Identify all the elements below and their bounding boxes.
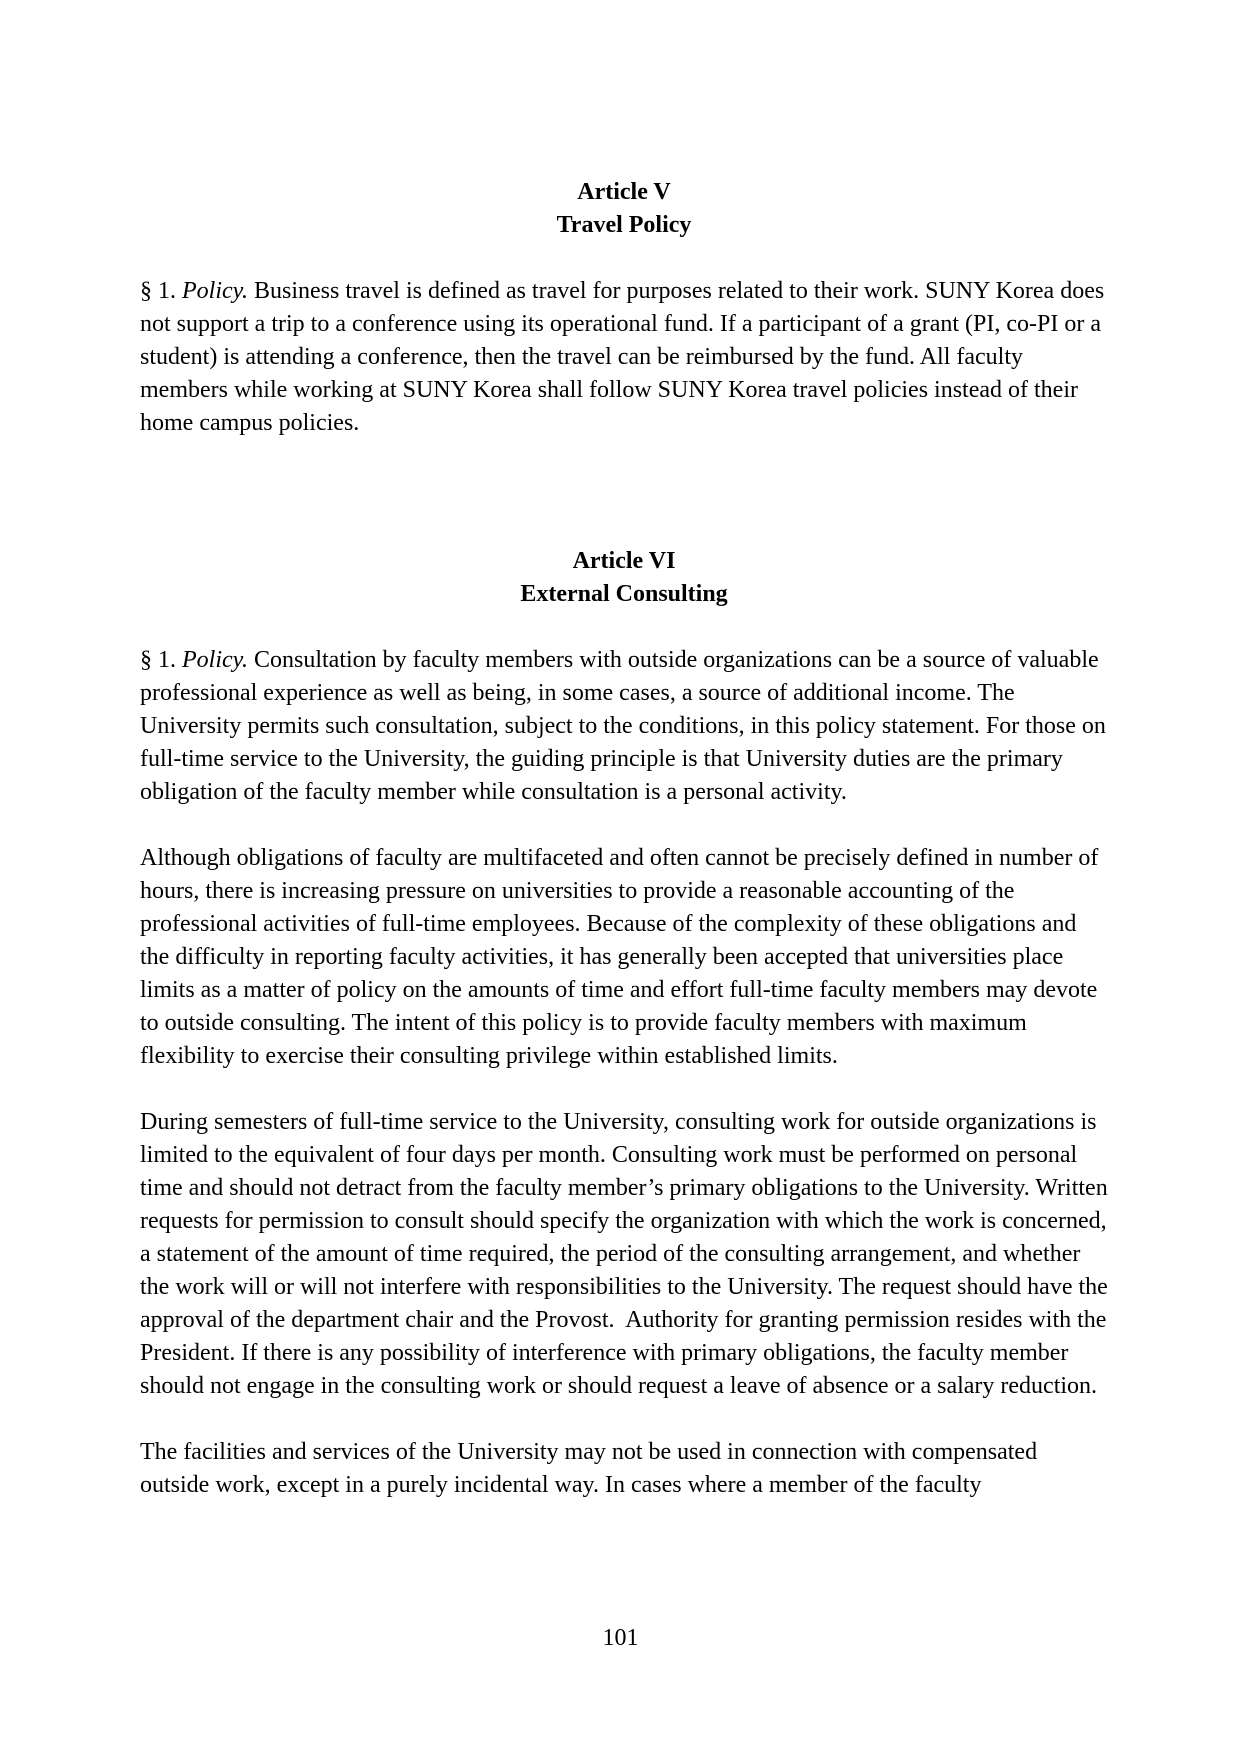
article-6-policy-paragraph <box>140 644 1112 809</box>
article-5-subtitle: Travel Policy <box>556 212 692 238</box>
article-5-policy-paragraph <box>140 275 1111 440</box>
page-content <box>140 176 1114 1502</box>
policy-term: Policy. <box>182 647 248 673</box>
section-symbol-prefix: § 1. <box>140 647 182 673</box>
article-6-paragraph-3: During semesters of full-time service to the University, consulting work for outside organizations is limited to the equivalent of four days per month. Consulting work must be performed on personal time and should not detract from the faculty member’s primary obligations to the University. Written requests for permission to consult should specify the organization with which the work is concerned, a statement of the amount of time required, the period of the consulting arrangement, and whether the work will or will not interfere with responsibilities to the University. The request should have the approval of the department chair and the Provost. Authority for granting permission resides with the President. If there is any possibility of interference with primary obligations, the faculty member should not engage in the consulting work or should request a leave of absence or a salary reduction. <box>140 1109 1114 1399</box>
policy-body-text: Consultation by faculty members with outside organizations can be a source of valuable professional experience as well as being, in some cases, a source of additional income. The University permits such consultation, subject to the conditions, in this policy statement. For those on full-time service to the University, the guiding principle is that University duties are the primary obligation of the faculty member while consultation is a personal activity. <box>140 647 1112 805</box>
section-article-5 <box>140 176 1111 440</box>
article-5-title: Article V <box>577 179 671 205</box>
policy-body-text: Business travel is defined as travel for purposes related to their work. SUNY Korea does not support a trip to a conference using its operational fund. If a participant of a grant (PI, co-PI or a student) is attending a conference, then the travel can be reimbursed by the fund. All faculty members while working at SUNY Korea shall follow SUNY Korea travel policies instead of their home campus policies. <box>140 278 1111 436</box>
policy-term: Policy. <box>182 278 248 304</box>
article-6-paragraph-4: The facilities and services of the University may not be used in connection with compensated outside work, except in a purely incidental way. In cases where a member of the faculty <box>140 1439 1044 1498</box>
article-6-subtitle: External Consulting <box>520 581 728 607</box>
article-6-paragraph-2: Although obligations of faculty are multifaceted and often cannot be precisely defined in number of hours, there is increasing pressure on universities to provide a reasonable accounting of the professional activities of full-time employees. Because of the complexity of these obligations and the difficulty in reporting faculty activities, it has generally been accepted that universities place limits as a matter of policy on the amounts of time and effort full-time faculty members may devote to outside consulting. The intent of this policy is to provide faculty members with maximum flexibility to exercise their consulting privilege within established limits. <box>140 845 1105 1069</box>
section-symbol-prefix: § 1. <box>140 278 182 304</box>
page-number: 101 <box>602 1625 639 1651</box>
section-article-6 <box>140 545 1114 1502</box>
article-6-title: Article VI <box>572 548 676 574</box>
